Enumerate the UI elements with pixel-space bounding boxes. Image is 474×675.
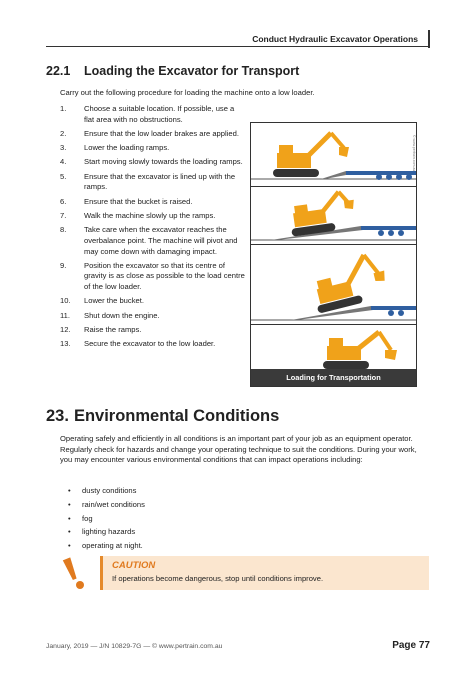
step-number: 12.: [60, 324, 71, 334]
section-number: 22.1: [46, 64, 71, 78]
step-text: Ensure that the excavator is lined up with the ramps.: [84, 171, 236, 192]
running-header: Conduct Hydraulic Excavator Operations: [252, 34, 418, 44]
step-number: 7.: [60, 210, 67, 220]
step-text: Ensure that the low loader brakes are applied.: [84, 128, 239, 138]
step-text: Position the excavator so that its centre of gravity is as close as possible to the load centre of the low loader.: [84, 260, 245, 292]
step-text: Walk the machine slowly up the ramps.: [84, 210, 216, 220]
figure-caption: Loading for Transportation: [251, 369, 416, 386]
condition-item: [68, 500, 145, 511]
caution-icon: [60, 556, 94, 590]
step-item: [60, 143, 246, 154]
page-number: Page 77: [392, 640, 430, 651]
step-text: Lower the bucket.: [84, 296, 144, 306]
step-item: [60, 157, 246, 168]
step-item: [60, 311, 246, 322]
step-number: 13.: [60, 339, 71, 349]
figure-panel-overbalance: [251, 244, 416, 325]
header-rule: [46, 46, 430, 47]
step-number: 4.: [60, 157, 67, 167]
step-number: 2.: [60, 128, 67, 138]
step-number: 5.: [60, 171, 67, 181]
step-text: Start moving slowly towards the loading ramps.: [84, 157, 243, 167]
condition-text: fog: [82, 513, 93, 523]
trailer-bed: [346, 171, 416, 175]
step-text: Shut down the engine.: [84, 310, 160, 320]
step-item: [60, 225, 246, 257]
step-item: [60, 104, 246, 126]
env-intro: Operating safely and efficiently in all conditions is an important part of your job as an equipment operator. Regularly check for hazards and change your operating technique to suit the conditions. During your work, you may encounter various environmental conditions that can impact operations including:: [60, 434, 417, 465]
section-title: Loading the Excavator for Transport: [84, 64, 300, 78]
section-intro: Carry out the following procedure for loading the machine onto a low loader.: [60, 88, 315, 97]
step-text: Raise the ramps.: [84, 324, 142, 334]
figure-panel-ramp: [251, 186, 416, 245]
env-number: 23.: [46, 407, 69, 425]
bullet-icon: •: [68, 513, 71, 523]
step-number: 11.: [60, 310, 70, 320]
step-text: Secure the excavator to the low loader.: [84, 339, 216, 349]
step-item: [60, 325, 246, 336]
step-item: [60, 211, 246, 222]
caution-text: If operations become dangerous, stop until conditions improve.: [112, 574, 324, 583]
step-number: 3.: [60, 143, 67, 153]
caution-box: [100, 556, 429, 590]
loading-figure: [250, 122, 417, 387]
excavator-track: [273, 169, 319, 177]
env-conditions-list: [68, 486, 145, 555]
step-text: Take care when the excavator reaches the overbalance point. The machine will pivot and may come down with damaging impact.: [84, 224, 238, 256]
footer-info: January, 2019 — J/N 10829-7G — © www.pertrain.com.au: [46, 643, 223, 650]
condition-text: lighting hazards: [82, 527, 136, 537]
section-heading: [46, 64, 299, 78]
condition-text: operating at night.: [82, 541, 143, 551]
step-text: Ensure that the bucket is raised.: [84, 196, 193, 206]
step-item: [60, 129, 246, 140]
step-number: 1.: [60, 104, 67, 113]
condition-item: [68, 541, 145, 552]
step-number: 9.: [60, 260, 67, 270]
condition-text: dusty conditions: [82, 486, 137, 495]
step-number: 8.: [60, 224, 67, 234]
step-number: 10.: [60, 296, 71, 306]
watermark: © www.pertrain.com.au: [412, 135, 416, 172]
env-heading: [46, 407, 279, 426]
step-text: Lower the loading ramps.: [84, 143, 170, 153]
env-title: Environmental Conditions: [73, 407, 280, 425]
step-item: [60, 197, 246, 208]
condition-text: rain/wet conditions: [82, 499, 145, 509]
bullet-icon: •: [68, 541, 71, 551]
bullet-icon: •: [68, 486, 71, 495]
caution-title: CAUTION: [112, 560, 156, 571]
step-text: Choose a suitable location. If possible, use a flat area with no obstructions.: [84, 104, 235, 124]
step-item: [60, 261, 246, 293]
condition-item: [68, 527, 145, 538]
excavator-body: [277, 153, 311, 168]
step-number: 6.: [60, 196, 67, 206]
condition-item: [68, 486, 145, 497]
bullet-icon: •: [68, 499, 71, 509]
step-item: [60, 296, 246, 307]
bullet-icon: •: [68, 527, 71, 537]
step-item: [60, 172, 246, 194]
condition-item: [68, 514, 145, 525]
step-item: [60, 339, 246, 350]
procedure-steps: [60, 104, 246, 353]
figure-panel-approach: [251, 123, 416, 187]
